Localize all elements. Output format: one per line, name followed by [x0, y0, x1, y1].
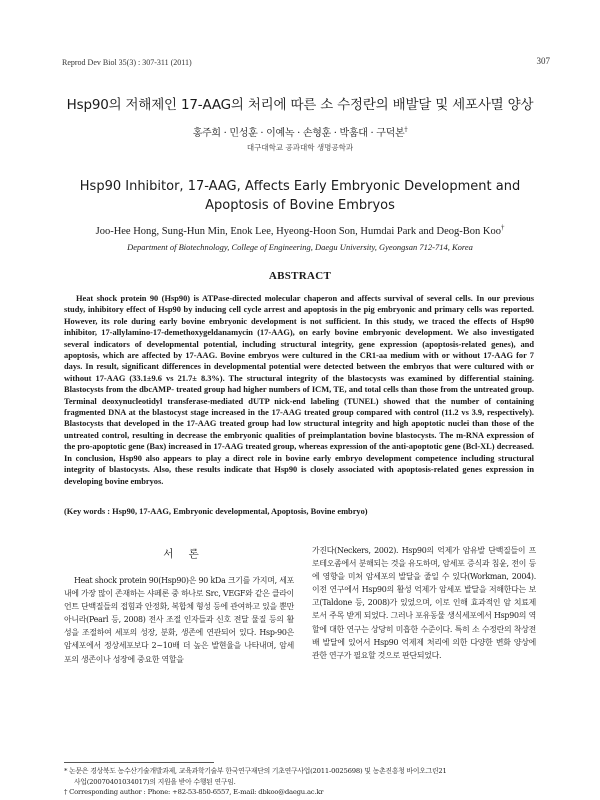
english-title-line-2: Apoptosis of Bovine Embryos [205, 198, 395, 213]
introduction-right-column: 가진다(Neckers, 2002). Hsp90의 억제가 암유발 단백질들이 프로테오좀에서 분해되는 것을 유도하며, 암세포 증식과 침윤, 전이 등에 영향을 미쳐 암세포의 발달을 줄일 수 있다(Workman, 2004). 이전 연구에서 Hsp90의 활성 억제가 암세포 발달을 저해한다는 보고(Taldone 등, 2008)가 있었으며, 이로 인해 효과적인 암 치료제로서 주목 받게 되었다. 그러나 포유동물 생식세포에서 Hsp90의 역할에 대한 연구는 상당히 미흡한 수준이다. 특히 소 수정란의 착상전 배 발달에 있어서 Hsp90 억제제 처리에 의한 다양한 변화 양상에 관한 연구가 필요할 것으로 판단되었다. [312, 546, 536, 660]
korean-authors [40, 124, 560, 139]
funding-footnote-line-2: 사업(20070401034017)의 지원을 받아 수행된 연구임. [74, 777, 236, 786]
korean-title: Hsp90의 저해제인 17-AAG의 처리에 따른 소 수정란의 배발달 및 세포사멸 양상 [66, 97, 534, 113]
korean-author-names: 홍주희 · 민성훈 · 이예녹 · 손형훈 · 박훔대 · 구덕본 [192, 128, 405, 139]
korean-affiliation: 대구대학교 공과대학 생명공학과 [246, 143, 354, 152]
footnote-divider [64, 762, 214, 763]
english-title [60, 177, 540, 215]
corresponding-mark: † [404, 125, 408, 134]
abstract-body: Heat shock protein 90 (Hsp90) is ATPase-directed molecular chaperon and affects survival of several cells. In our previous study, inhibitory effect of Hsp90 by inducing cell cycle arrest and apoptosis in the pig embryonic and primary cells was reported. However, its role during early bovine embryonic development is not sufficient. In this study, we traced the effects of Hsp90 inhibitor, 17-allylamino-17-demethoxygeldanamycin (17-AAG), on early bovine embryonic development. We also investigated several indicators of developmental potential, including structural integrity, gene expression (apoptosis-related genes), and apoptosis, which are affected by 17-AAG. Bovine embryos were cultured in the CR1-aa medium with or without 17-AAG for 7 days. In result, significant differences in developmental potential were detected between the embryos that were cultured with or without 17-AAG (33.1±9.6 vs 21.7± 8.3%). The structural integrity of the blastocysts was examined by differential staining. Blastocysts from the dbcAMP- treated group had higher numbers of ICM, TE, and total cells than those from the untreated group. Terminal deoxynucleotidyl transferase-mediated dUTP nick-end labeling (TUNEL) showed that the number of containing fragmented DNA at the blastocyst stage increased in the 17-AAG treated group compared with control (11.2 vs 3.9, respectively). Blastocysts that developed in the 17-AAG treated group had low structural integrity and high apoptotic nuclei than those of the untreated control, resulting in decrease the embryonic qualities of preimplantation bovine blastocysts. The m-RNA expression of the pro-apoptotic gene (Bax) increased in 17-AAG treated group, whereas expression of the anti-apoptotic gene (Bcl-XL) decreased. In conclusion, Hsp90 also appears to play a direct role in bovine early embryo development competence including structural integrity of blastocysts. Also, these results indicate that Hsp90 is closely associated with apoptosis-related genes expression in developing bovine embryos. [64, 294, 534, 486]
running-head: Reprod Dev Biol 35(3) : 307-311 (2011) [62, 58, 192, 67]
english-author-names: Joo-Hee Hong, Sung-Hun Min, Enok Lee, Hyeong-Hoon Son, Humdai Park and Deog-Bon Koo [95, 226, 501, 237]
english-authors [40, 226, 560, 237]
abstract-heading: ABSTRACT [268, 270, 332, 282]
introduction-left-column: Heat shock protein 90(Hsp90)은 90 kDa 크기를 가지며, 세포 내에 가장 많이 존재하는 샤페론 중 하나로 Src, VEGF와 같은 클라이언트 단백질들의 접힘과 안정화, 복합체 형성 등에 관여하고 있을 뿐만 아니라(Pearl 등, 2008) 전사 조절 인자들과 신호 전달 물질 등의 활성을 조절하여 세포의 성장, 분화, 생존에 연관되어 있다. Hsp-90은 암세포에서 정상세포보다 2~10배 더 높은 발현율을 나타내며, 암세포의 생존이나 성장에 중요한 역할을 [64, 576, 294, 664]
english-corresponding-mark: † [500, 224, 505, 232]
funding-footnote-line-1: * 논문은 경상북도 농수산기술개발과제, 교육과학기술부 한국연구재단의 기초연구사업(2011-0025698) 및 농촌진흥청 바이오그린21 [64, 767, 447, 775]
keywords: (Key words : Hsp90, 17-AAG, Embryonic developmental, Apoptosis, Bovine embryo) [64, 507, 368, 516]
introduction-heading: 서 론 [163, 548, 205, 560]
footnotes [64, 766, 539, 798]
english-affiliation: Department of Biotechnology, College of Engineering, Daegu University, Gyeongsan 712-714, Korea [127, 242, 473, 252]
corresponding-author-footnote: † Corresponding author : Phone: +82-53-850-6557, E-mail: dbkoo@daegu.ac.kr [64, 788, 324, 796]
page-number: 307 [536, 56, 550, 66]
english-title-line-1: Hsp90 Inhibitor, 17-AAG, Affects Early Embryonic Development and [79, 179, 521, 194]
